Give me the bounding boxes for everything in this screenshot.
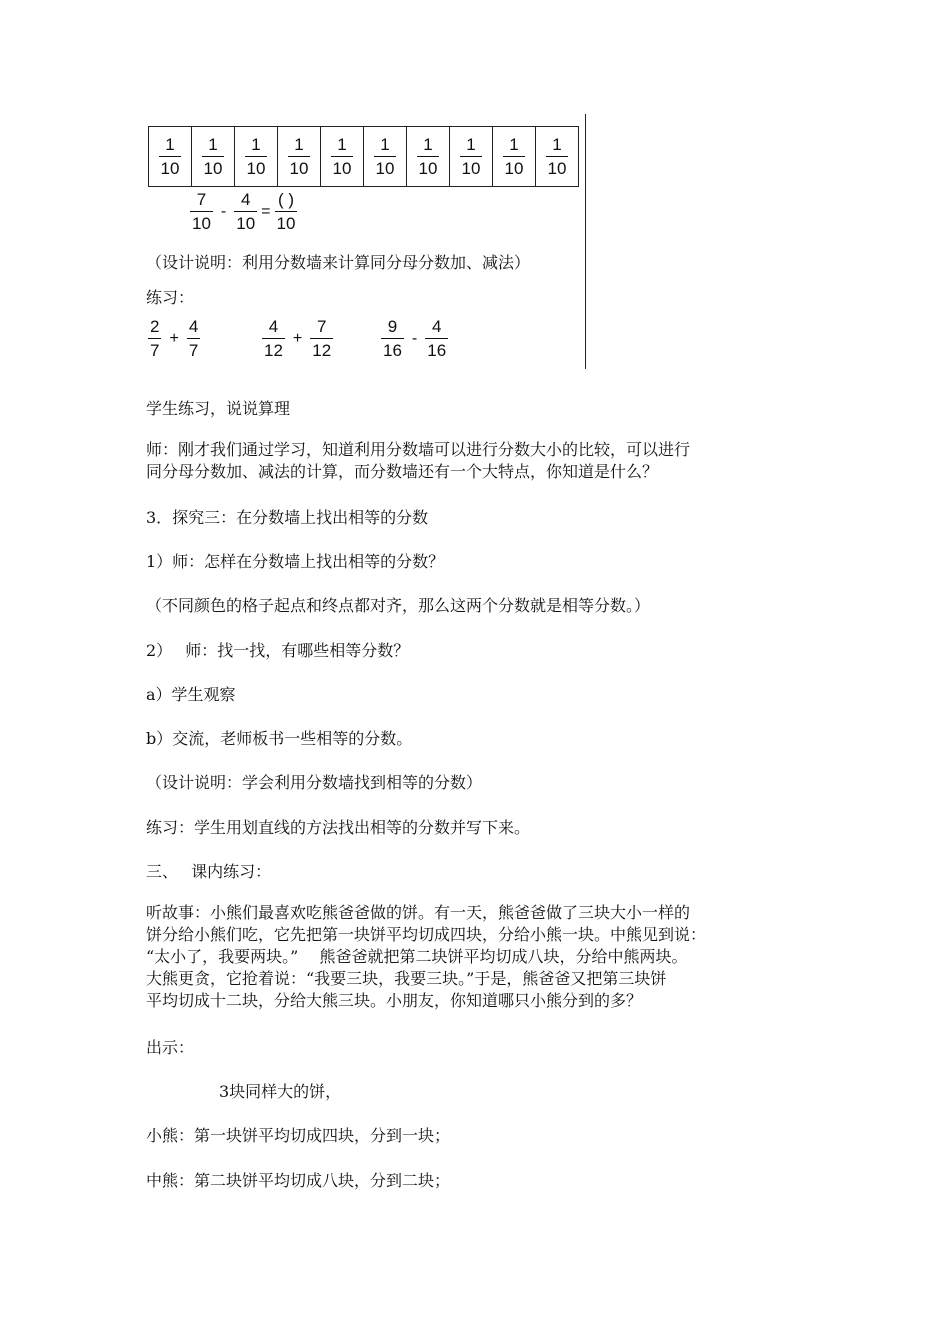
text-line: 2） 师：找一找，有哪些相等分数？ [146, 641, 410, 660]
text-line: b）交流，老师板书一些相等的分数。 [146, 729, 413, 748]
wall-cell: $\frac{1}{10}$ [535, 126, 579, 187]
wall-cell: $\frac{1}{10}$ [449, 126, 493, 187]
wall-cell: $\frac{1}{10}$ [320, 126, 364, 187]
text-line: 平均切成十二块，分给大熊三块。小朋友，你知道哪只小熊分到的多？ [146, 991, 643, 1010]
wall-cell: $\frac{1}{10}$ [406, 126, 450, 187]
wall-cell: $\frac{1}{10}$ [363, 126, 407, 187]
section-heading: 三、 课内练习： [146, 862, 272, 881]
text-line: 小熊：第一块饼平均切成四块，分到一块； [146, 1126, 451, 1145]
practice-label: 练习： [146, 288, 195, 307]
text-line: 出示： [146, 1038, 195, 1057]
wall-cell: $\frac{1}{10}$ [191, 126, 235, 187]
text-line: 练习：学生用划直线的方法找出相等的分数并写下来。 [146, 818, 531, 837]
fraction-wall [148, 126, 579, 187]
text-line: 饼分给小熊们吃，它先把第一块饼平均切成四块，分给小熊一块。中熊见到说： [146, 925, 707, 944]
wall-cell: $\frac{1}{10}$ [492, 126, 536, 187]
text-line: “太小了，我要两块。” 熊爸爸就把第二块饼平均切成八块，分给中熊两块。 [146, 947, 688, 966]
text-line: 1）师：怎样在分数墙上找出相等的分数？ [146, 552, 445, 571]
wall-cell: $\frac{1}{10}$ [277, 126, 321, 187]
practice-equation: $\frac{9}{16}$ - $\frac{4}{16}$ [383, 317, 447, 360]
text-line: 学生练习，说说算理 [146, 399, 291, 418]
story-paragraph [146, 902, 816, 1012]
text-line: 大熊更贪，它抢着说：“我要三块，我要三块。”于是，熊爸爸又把第三块饼 [146, 969, 667, 988]
section-heading: 3．探究三：在分数墙上找出相等的分数 [146, 508, 429, 527]
text-line: （不同颜色的格子起点和终点都对齐，那么这两个分数就是相等分数。） [146, 596, 651, 615]
wall-cell: $\frac{1}{10}$ [148, 126, 192, 187]
text-line: 3块同样大的饼， [219, 1082, 342, 1101]
practice-equation: $\frac{2}{7}$ + $\frac{4}{7}$ [150, 317, 199, 360]
text-line: 师：刚才我们通过学习，知道利用分数墙可以进行分数大小的比较，可以进行 [146, 440, 691, 459]
practice-equation: $\frac{4}{12}$ + $\frac{7}{12}$ [264, 317, 332, 360]
paragraph [146, 439, 816, 483]
design-note: （设计说明：学会利用分数墙找到相等的分数） [146, 773, 483, 792]
text-line: a）学生观察 [146, 685, 236, 704]
subtraction-equation: $\frac{7}{10}$ - $\frac{4}{10}$ = $\frac{( )}{10}$ [192, 190, 296, 233]
wall-cell: $\frac{1}{10}$ [234, 126, 278, 187]
design-note: （设计说明：利用分数墙来计算同分母分数加、减法） [146, 253, 531, 272]
margin-rule [585, 114, 586, 369]
text-line: 中熊：第二块饼平均切成八块，分到二块； [146, 1171, 451, 1190]
text-line: 同分母分数加、减法的计算，而分数墙还有一个大特点，你知道是什么？ [146, 462, 659, 481]
text-line: 听故事：小熊们最喜欢吃熊爸爸做的饼。有一天，熊爸爸做了三块大小一样的 [146, 903, 691, 922]
